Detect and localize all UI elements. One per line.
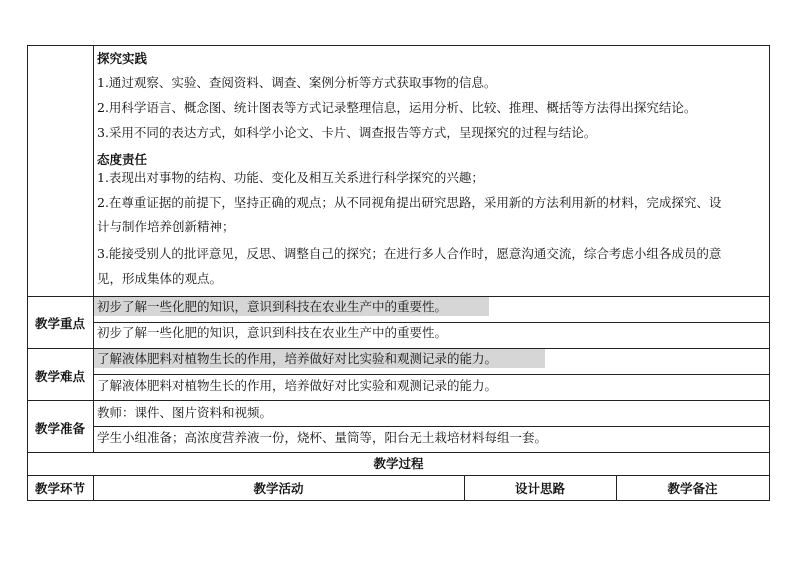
column-header-stage: 教学环节 [34,481,85,496]
inquiry-item: 1.通过观察、实验、查阅资料、调查、案例分析等方式获取事物的信息。 [97,75,497,90]
preparation-line: 学生小组准备；高浓度营养液一份，烧杯、量筒等，阳台无土栽培材料每组一套。 [97,430,548,445]
table-border-top [27,45,770,46]
preparation-line: 教师：课件、图片资料和视频。 [97,405,273,420]
row-label-key-points: 教学重点 [34,316,85,331]
difficulty-line: 了解液体肥料对植物生长的作用，培养做好对比实验和观测记录的能力。 [97,351,498,366]
row-label-preparation: 教学准备 [34,421,85,436]
key-point-line: 初步了解一些化肥的知识，意识到科技在农业生产中的重要性。 [97,299,448,314]
row-divider [93,322,770,323]
row-divider [27,452,770,453]
lesson-plan-table [27,45,770,501]
row-divider [27,475,770,476]
attitude-item: 见，形成集体的观点。 [97,271,223,286]
section-heading-inquiry: 探究实践 [97,51,148,66]
attitude-item: 1.表现出对事物的结构、功能、变化及相互关系进行科学探究的兴趣； [97,170,484,185]
inquiry-item: 2.用科学语言、概念图、统计图表等方式记录整理信息，运用分析、比较、推理、概括等方法得出探究结论。 [97,100,697,115]
process-title: 教学过程 [373,456,424,471]
row-label-difficulties: 教学难点 [34,369,85,384]
key-point-line: 初步了解一些化肥的知识，意识到科技在农业生产中的重要性。 [97,325,448,340]
section-heading-attitude: 态度责任 [97,152,148,167]
row-divider [93,374,770,375]
row-divider [93,426,770,427]
attitude-item: 计与制作培养创新精神； [97,219,235,234]
column-header-design: 设计思路 [514,481,565,496]
label-column-divider [93,45,94,452]
table-border-right [769,45,770,501]
attitude-item: 2.在尊重证据的前提下，坚持正确的观点；从不同视角提出研究思路，采用新的方法利用新的材料，完成探究、设 [97,195,722,210]
inquiry-item: 3.采用不同的表达方式，如科学小论文、卡片、调查报告等方式，呈现探究的过程与结论。 [97,125,597,140]
column-header-notes: 教学备注 [667,481,718,496]
column-header-activity: 教学活动 [253,481,304,496]
attitude-item: 3.能接受别人的批评意见，反思、调整自己的探究；在进行多人合作时，愿意沟通交流，综合考虑小组各成员的意 [97,246,722,261]
difficulty-line: 了解液体肥料对植物生长的作用，培养做好对比实验和观测记录的能力。 [97,378,498,393]
table-border-bottom [27,500,770,501]
row-divider [27,400,770,401]
